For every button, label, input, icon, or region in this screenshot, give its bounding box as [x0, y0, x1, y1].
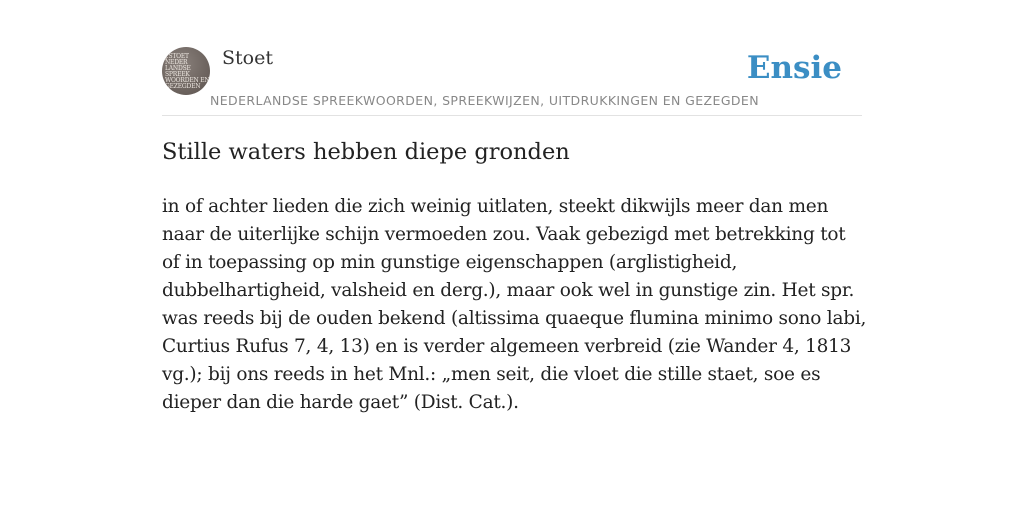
entry-title: Stille waters hebben diepe gronden: [162, 139, 570, 165]
author-name[interactable]: Stoet: [222, 47, 273, 69]
avatar-cover-text: J.STOET NEDER LANDSE SPREEK WOORDEN EN GEZEGDEN: [165, 53, 210, 90]
source-avatar[interactable]: [162, 47, 210, 95]
brand-logo[interactable]: Ensie: [746, 50, 842, 86]
source-subtitle[interactable]: NEDERLANDSE SPREEKWOORDEN, SPREEKWIJZEN, UITDRUKKINGEN EN GEZEGDEN: [210, 93, 759, 108]
source-header: [162, 44, 862, 116]
entry-body: in of achter lieden die zich weinig uitlaten, steekt dikwijls meer dan men naar de uiterlijke schijn vermoeden zou. Vaak gebezigd met betrekking tot of in toepassing op min gunstige eigenschappen (arglistigheid, dubbelhartigheid, valsheid en derg.), maar ook wel in gunstige zin. Het spr. was reeds bij de ouden bekend (altissima quaeque flumina minimo sono labi, Curtius Rufus 7, 4, 13) en is verder algemeen verbreid (zie Wander 4, 1813 vg.); bij ons reeds in het Mnl.: „men seit, die vloet die stille staet, soe es dieper dan die harde gaet” (Dist. Cat.).: [162, 196, 867, 413]
